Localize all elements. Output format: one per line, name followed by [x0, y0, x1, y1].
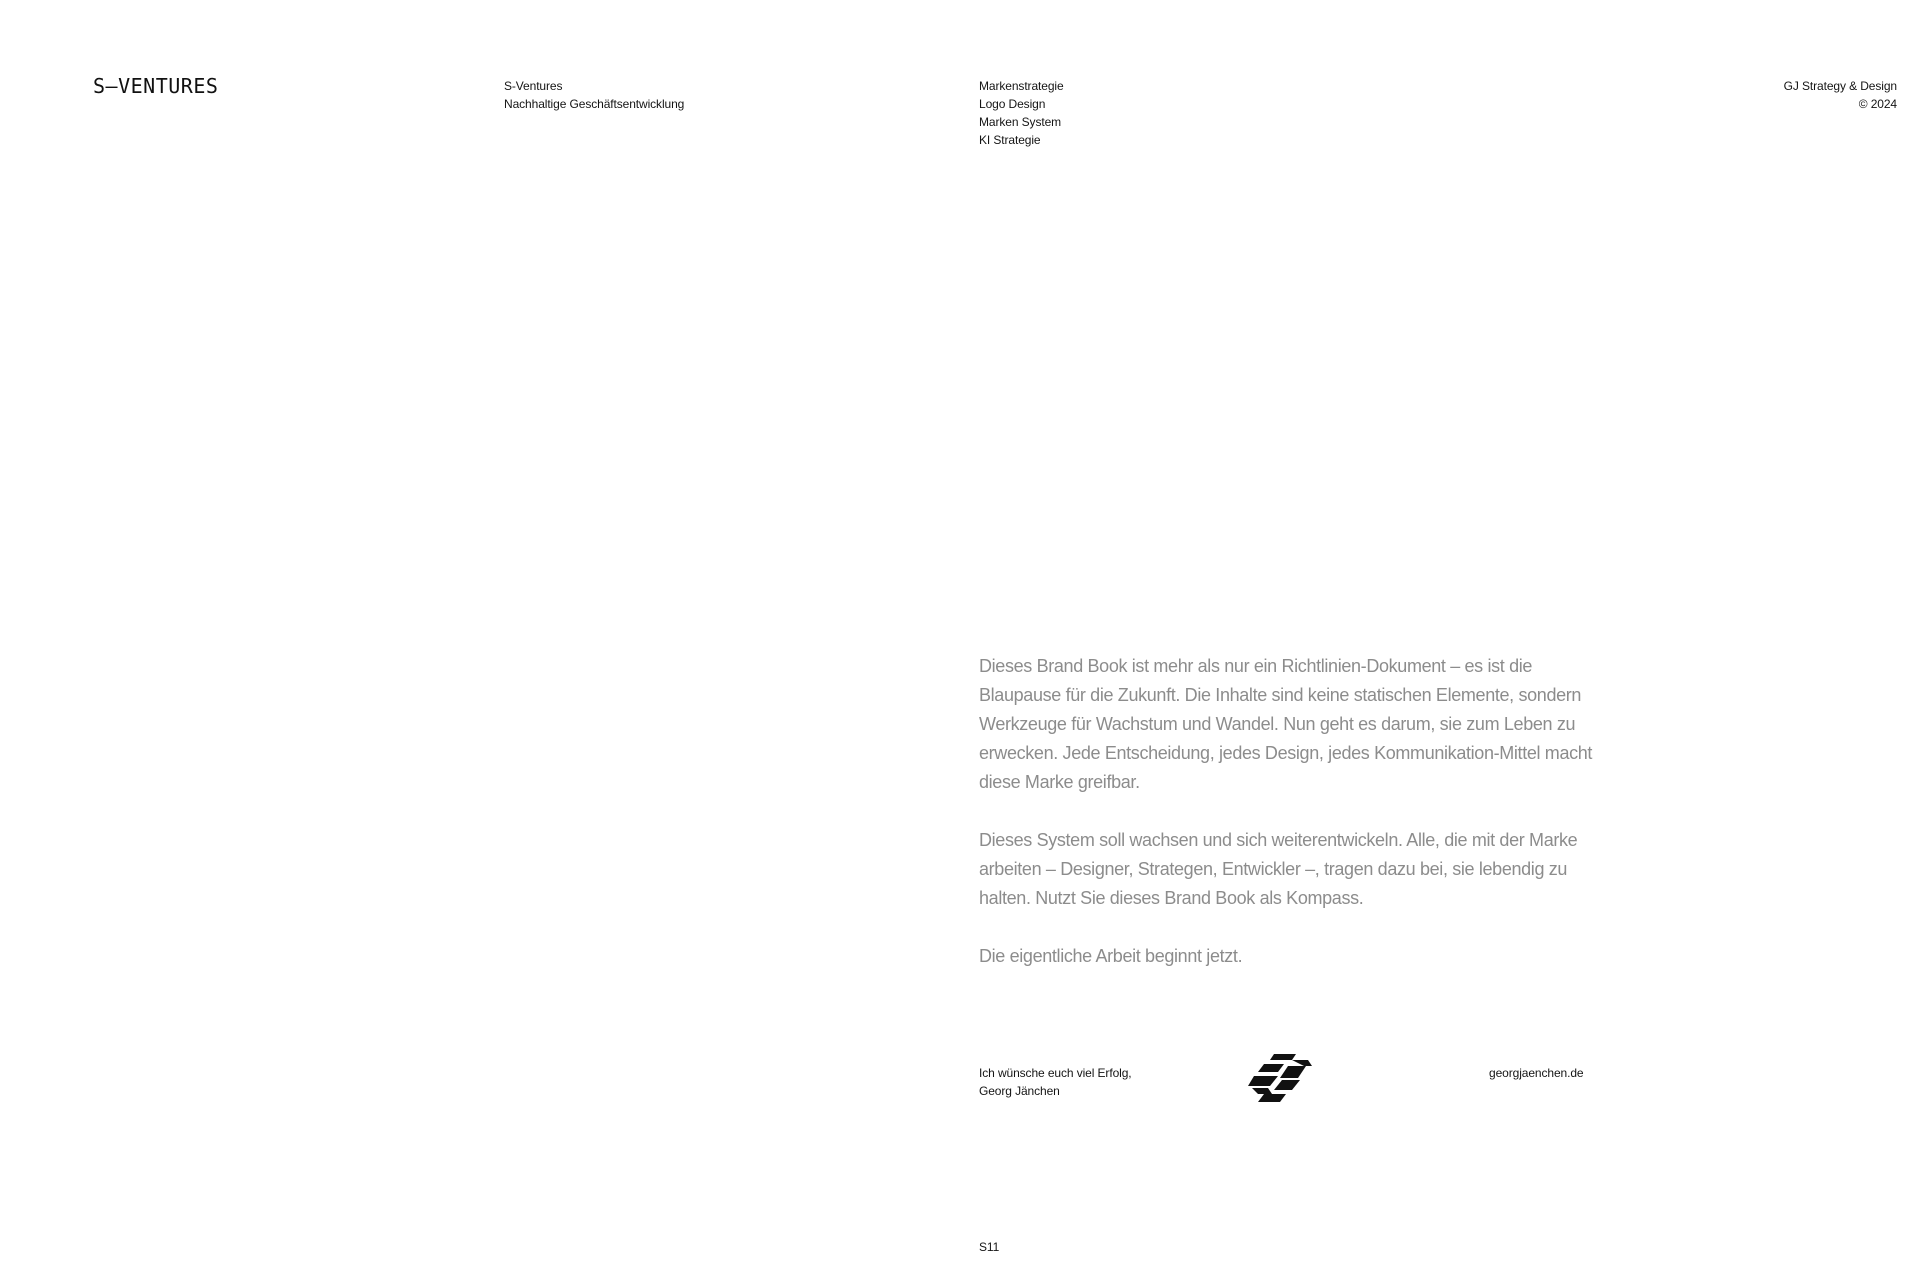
- studio-name: GJ Strategy & Design: [1783, 79, 1897, 93]
- body-paragraph: Die eigentliche Arbeit beginnt jetzt.: [979, 946, 1243, 966]
- client-info: [504, 77, 684, 113]
- service-item: Marken System: [979, 115, 1062, 129]
- studio-info: [1784, 77, 1897, 113]
- website-link[interactable]: georgjaenchen.de: [1489, 1066, 1584, 1080]
- body-paragraph: Dieses System soll wachsen und sich weiterentwickeln. Alle, die mit der Marke arbeiten – Designer, Strategen, Entwickler –, tragen dazu bei, sie lebendig zu halten. Nutzt Sie dieses Brand Book als Kompass.: [979, 830, 1578, 908]
- service-item: Logo Design: [979, 97, 1046, 111]
- copyright-notice: © 2024: [1858, 97, 1897, 111]
- signoff-name: Georg Jänchen: [979, 1084, 1060, 1098]
- service-item: KI Strategie: [979, 133, 1041, 147]
- closing-text: [979, 652, 1599, 1000]
- client-name: S-Ventures: [504, 79, 563, 93]
- gj-monogram-icon: [1248, 1054, 1312, 1102]
- client-tagline: Nachhaltige Geschäftsentwicklung: [504, 97, 685, 111]
- signoff-greeting: Ich wünsche euch viel Erfolg,: [979, 1066, 1132, 1080]
- brand-logo: S—VENTURES: [93, 74, 219, 98]
- signature-block: [979, 1064, 1132, 1100]
- services-list: [979, 77, 1064, 149]
- body-paragraph: Dieses Brand Book ist mehr als nur ein Richtlinien-Dokument – es ist die Blaupause für die Zukunft. Die Inhalte sind keine statischen Elemente, sondern Werkzeuge für Wachstum und Wandel. Nun geht es darum, sie zum Leben zu erwecken. Jede Entscheidung, jedes Design, jedes Kommunikation-Mittel macht diese Marke greifbar.: [979, 656, 1593, 792]
- page-number: S11: [979, 1240, 1000, 1254]
- service-item: Markenstrategie: [979, 79, 1064, 93]
